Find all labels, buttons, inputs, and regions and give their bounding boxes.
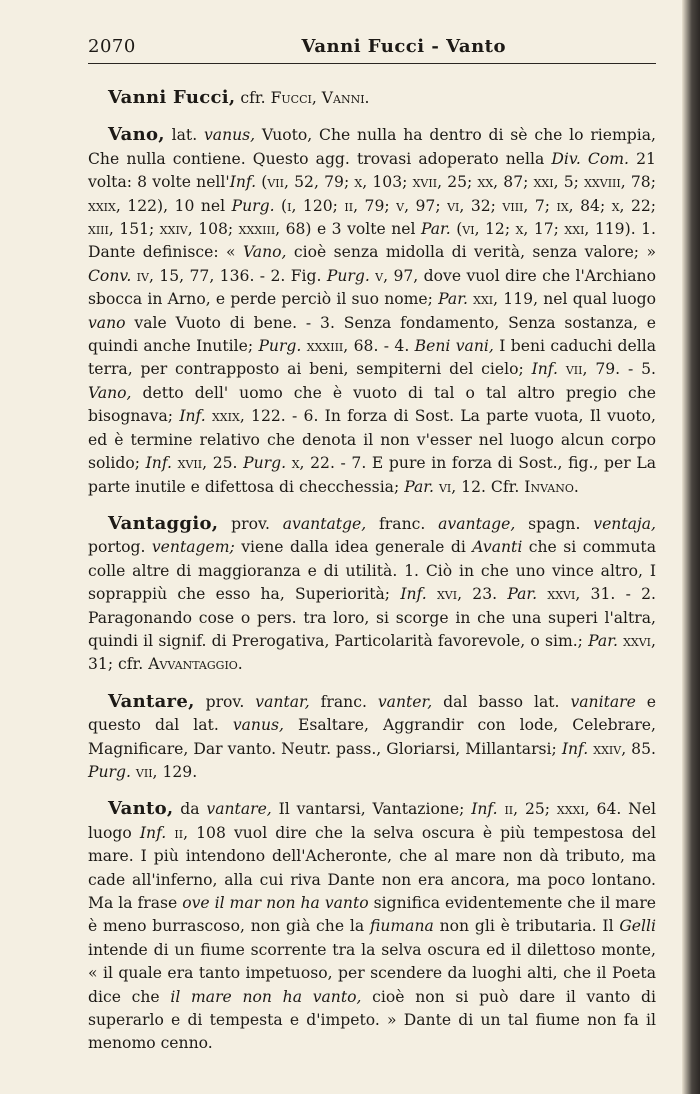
page-number: 2070	[88, 36, 136, 57]
headword: Vantaggio,	[108, 512, 219, 534]
headword: Vano,	[108, 124, 165, 146]
entry-vanni-fucci	[88, 86, 656, 110]
entry-list	[88, 86, 656, 1056]
entry-vanto	[88, 797, 656, 1055]
dictionary-page	[88, 36, 656, 1069]
headword: Vanto,	[108, 798, 174, 820]
entry-vantare	[88, 690, 656, 785]
running-head: Vanni Fucci - Vanto	[301, 36, 506, 57]
entry-body: da vantare, Il vantarsi, Vantazione; Inf. ii, 25; xxxi, 64. Nel luogo Inf. ii, 108 vuol dire che la selva oscura è più tempestosa del mare. I più intendono dell'Acheronte, che al mare non dà tributo, ma cade all'inferno, alla cui riva Dante non era ancora, ma poco lontano. Ma la frase ove il mar non ha vanto significa evidentemente che il mare è meno burrascoso, non già che la fiumana non gli è tributaria. Il Gelli intende di un fiume scorrente tra la selva oscura ed il dilettoso monte, « il quale era tanto impetuoso, per scendere da luoghi alti, che il Poeta dice che il mare non ha vanto, cioè non si può dare il vanto di superarlo e di tempesta e d'impeto. » Dante di un tal fiume non fa il menomo cenno.	[88, 800, 657, 1053]
page-header	[88, 36, 656, 64]
entry-body: lat. vanus, Vuoto, Che nulla ha dentro di sè che lo riempia, Che nulla contiene. Questo agg. trovasi adoperato nella Div. Com. 21 volta: 8 volte nell'Inf. (vii, 52, 79; x, 103; xvii, 25; xx, 87; xxi, 5; xxviii, 78; xxix, 122), 10 nel Purg. (i, 120; ii, 79; v, 97; vi, 32; viii, 7; ix, 84; x, 22; xiii, 151; xxiv, 108; xxxiii, 68) e 3 volte nel Par. (vi, 12; x, 17; xxi, 119). 1. Dante definisce: « Vano, cioè senza midolla di verità, senza valore; » Conv. iv, 15, 77, 136. - 2. Fig. Purg. v, 97, dove vuol dire che l'Archiano sbocca in Arno, e perde perciò il suo nome; Par. xxi, 119, nel qual luogo vano vale Vuoto di bene. - 3. Senza fondamento, Senza sostanza, e quindi anche Inutile; Purg. xxxiii, 68. - 4. Beni vani, I beni caduchi della terra, per contrapposto ai beni, sempiterni del cielo; Inf. vii, 79. - 5. Vano, detto dell' uomo che è vuoto di tal o tal altro pregio che bisognava; Inf. xxix, 122. - 6. In forza di Sost. La parte vuota, Il vuoto, ed è termine relativo che denota il non v'esser nel luogo alcun corpo solido; Inf. xvii, 25. Purg. x, 22. - 7. E pure in forza di Sost., fig., per La parte inutile e difettosa di checchessia; Par. vi, 12. Cfr. Invano.	[88, 126, 657, 496]
headword: Vantare,	[108, 690, 195, 712]
entry-vantaggio	[88, 512, 656, 677]
entry-body: prov. vantar, franc. vanter, dal basso lat. vanitare e questo dal lat. vanus, Esaltare, Aggrandir con lode, Celebrare, Magnificare, Dar vanto. Neutr. pass., Gloriarsi, Millantarsi; Inf. xxiv, 85. Purg. vii, 129.	[88, 692, 657, 781]
headword: Vanni Fucci,	[108, 87, 236, 108]
entry-vano	[88, 123, 656, 499]
entry-body: cfr. Fucci, Vanni.	[235, 89, 370, 107]
entry-body: prov. avantatge, franc. avantage, spagn. ventaja, portog. ventagem; viene dalla idea generale di Avanti che si commuta colle altre di maggioranza e di utilità. 1. Ciò in che uno vince altro, I soprappiù che esso ha, Superiorità; Inf. xvi, 23. Par. xxvi, 31. - 2. Paragonando cose o pers. tra loro, si scorge in che una superi l'altra, quindi il signif. di Prerogativa, Particolarità favorevole, o sim.; Par. xxvi, 31; cfr. Avvantaggio.	[88, 514, 656, 674]
book-spine-edge	[682, 0, 700, 1094]
